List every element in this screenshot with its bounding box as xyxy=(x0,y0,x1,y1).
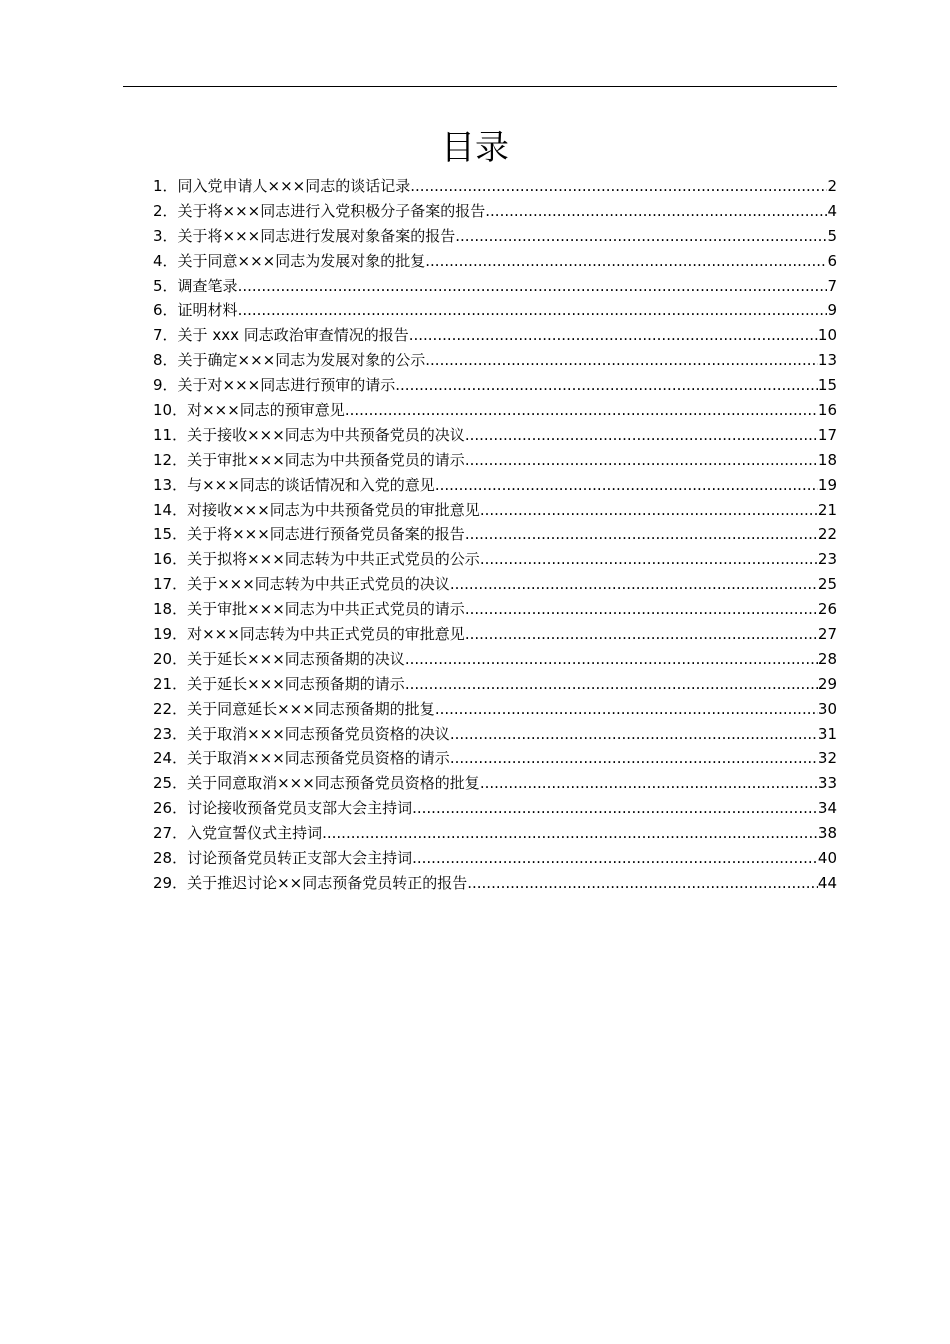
toc-number: 8． xyxy=(153,351,178,370)
toc-title: 关于 xxx 同志政治审查情况的报告 xyxy=(177,326,409,345)
toc-title: 讨论预备党员转正支部大会主持词 xyxy=(187,849,413,868)
toc-number: 4． xyxy=(153,251,178,270)
toc-title: 关于同意延长×××同志预备期的批复 xyxy=(187,699,435,718)
toc-leader xyxy=(465,423,818,448)
toc-page-number: 44 xyxy=(817,873,837,892)
toc-leader xyxy=(409,323,818,348)
toc-title: 关于将×××同志进行入党积极分子备案的报告 xyxy=(177,201,486,220)
toc-entry[interactable] xyxy=(153,597,837,622)
toc-entry[interactable] xyxy=(153,746,837,771)
toc-entry[interactable] xyxy=(153,522,837,547)
toc-title: 关于延长×××同志预备期的请示 xyxy=(187,674,405,693)
toc-leader xyxy=(425,249,827,274)
toc-leader xyxy=(480,498,818,523)
toc-title: 关于取消×××同志预备党员资格的请示 xyxy=(187,749,450,768)
toc-page-number: 28 xyxy=(817,649,837,668)
toc-entry[interactable] xyxy=(153,298,837,323)
toc-entry[interactable] xyxy=(153,199,837,224)
toc-title: 讨论接收预备党员支部大会主持词 xyxy=(187,799,413,818)
toc-leader xyxy=(465,522,818,547)
toc-entry[interactable] xyxy=(153,498,837,523)
toc-number: 25． xyxy=(153,774,188,793)
toc-number: 29． xyxy=(153,873,188,892)
toc-page-number: 29 xyxy=(817,674,837,693)
toc-number: 10． xyxy=(153,401,188,420)
toc-entry[interactable] xyxy=(153,473,837,498)
toc-page-number: 31 xyxy=(817,724,837,743)
toc-leader xyxy=(345,398,818,423)
toc-leader xyxy=(405,672,818,697)
toc-page-number: 38 xyxy=(817,824,837,843)
toc-entry[interactable] xyxy=(153,846,837,871)
toc-number: 2． xyxy=(153,201,178,220)
toc-page-number: 19 xyxy=(817,475,837,494)
toc-number: 17． xyxy=(153,575,188,594)
toc-entry[interactable] xyxy=(153,249,837,274)
toc-leader xyxy=(455,224,827,249)
table-of-contents xyxy=(153,174,837,896)
page-title: 目录 xyxy=(441,128,509,168)
toc-title: 关于同意×××同志为发展对象的批复 xyxy=(177,251,426,270)
toc-page-number: 27 xyxy=(817,625,837,644)
toc-leader xyxy=(425,348,818,373)
toc-title: 关于将×××同志进行发展对象备案的报告 xyxy=(177,226,456,245)
toc-page-number: 30 xyxy=(817,699,837,718)
toc-number: 11． xyxy=(153,425,188,444)
toc-title: 对×××同志的预审意见 xyxy=(187,401,345,420)
toc-title: 证明材料 xyxy=(177,301,238,320)
toc-page-number: 40 xyxy=(817,849,837,868)
toc-page-number: 13 xyxy=(817,351,837,370)
toc-page-number: 26 xyxy=(817,600,837,619)
toc-page-number: 21 xyxy=(817,500,837,519)
toc-entry[interactable] xyxy=(153,771,837,796)
toc-title: 关于取消×××同志预备党员资格的决议 xyxy=(187,724,450,743)
toc-number: 15． xyxy=(153,525,188,544)
toc-page-number: 5 xyxy=(827,226,837,245)
toc-leader xyxy=(485,199,827,224)
toc-entry[interactable] xyxy=(153,871,837,896)
toc-leader xyxy=(450,746,818,771)
toc-title: 关于将×××同志进行预备党员备案的报告 xyxy=(187,525,465,544)
toc-entry[interactable] xyxy=(153,697,837,722)
toc-page-number: 34 xyxy=(817,799,837,818)
toc-page-number: 2 xyxy=(827,177,837,195)
toc-entry[interactable] xyxy=(153,448,837,473)
toc-number: 27． xyxy=(153,824,188,843)
toc-entry[interactable] xyxy=(153,174,837,199)
toc-number: 13． xyxy=(153,475,188,494)
toc-entry[interactable] xyxy=(153,547,837,572)
toc-leader xyxy=(450,572,818,597)
toc-leader xyxy=(322,821,818,846)
toc-leader xyxy=(238,274,828,299)
toc-leader xyxy=(435,697,818,722)
toc-leader xyxy=(412,846,818,871)
toc-leader xyxy=(465,448,818,473)
toc-title: 入党宣誓仪式主持词 xyxy=(187,824,323,843)
toc-page-number: 32 xyxy=(817,749,837,768)
toc-entry[interactable] xyxy=(153,423,837,448)
toc-title: 关于拟将×××同志转为中共正式党员的公示 xyxy=(187,550,480,569)
toc-leader xyxy=(412,796,818,821)
toc-title: 对接收×××同志为中共预备党员的审批意见 xyxy=(187,500,480,519)
toc-title: 对×××同志转为中共正式党员的审批意见 xyxy=(187,625,465,644)
toc-title: 同入党申请人×××同志的谈话记录 xyxy=(177,177,411,195)
toc-page-number: 18 xyxy=(817,450,837,469)
toc-entry[interactable] xyxy=(153,647,837,672)
toc-title: 关于接收×××同志为中共预备党员的决议 xyxy=(187,425,465,444)
toc-number: 14． xyxy=(153,500,188,519)
toc-leader xyxy=(238,298,828,323)
toc-number: 22． xyxy=(153,699,188,718)
toc-leader xyxy=(480,547,818,572)
toc-leader xyxy=(465,622,818,647)
toc-page-number: 9 xyxy=(827,301,837,320)
toc-title: 关于确定×××同志为发展对象的公示 xyxy=(177,351,426,370)
toc-number: 26． xyxy=(153,799,188,818)
toc-number: 5． xyxy=(153,276,178,295)
toc-number: 6． xyxy=(153,301,178,320)
toc-entry[interactable] xyxy=(153,672,837,697)
toc-title: 关于审批×××同志为中共预备党员的请示 xyxy=(187,450,465,469)
toc-number: 18． xyxy=(153,600,188,619)
toc-entry[interactable] xyxy=(153,722,837,747)
toc-title: 关于×××同志转为中共正式党员的决议 xyxy=(187,575,450,594)
toc-title: 调查笔录 xyxy=(177,276,238,295)
toc-number: 1． xyxy=(153,177,178,195)
toc-page-number: 15 xyxy=(817,376,837,395)
toc-number: 20． xyxy=(153,649,188,668)
toc-number: 9． xyxy=(153,376,178,395)
toc-number: 28． xyxy=(153,849,188,868)
toc-entry[interactable] xyxy=(153,821,837,846)
toc-title: 关于同意取消×××同志预备党员资格的批复 xyxy=(187,774,480,793)
toc-page-number: 7 xyxy=(827,276,837,295)
toc-number: 7． xyxy=(153,326,178,345)
toc-number: 21． xyxy=(153,674,188,693)
toc-entry[interactable] xyxy=(153,398,837,423)
toc-leader xyxy=(450,722,818,747)
toc-leader xyxy=(405,647,818,672)
toc-number: 16． xyxy=(153,550,188,569)
toc-page-number: 23 xyxy=(817,550,837,569)
toc-leader xyxy=(480,771,818,796)
toc-entry[interactable] xyxy=(153,274,837,299)
toc-page-number: 16 xyxy=(817,401,837,420)
toc-entry[interactable] xyxy=(153,796,837,821)
toc-leader xyxy=(395,373,818,398)
toc-title: 关于延长×××同志预备期的决议 xyxy=(187,649,405,668)
toc-page-number: 6 xyxy=(827,251,837,270)
header-rule xyxy=(123,86,837,87)
toc-entry[interactable] xyxy=(153,373,837,398)
toc-number: 19． xyxy=(153,625,188,644)
toc-page-number: 17 xyxy=(817,425,837,444)
toc-entry[interactable] xyxy=(153,224,837,249)
toc-page-number: 10 xyxy=(817,326,837,345)
toc-entry[interactable] xyxy=(153,622,837,647)
toc-number: 24． xyxy=(153,749,188,768)
toc-leader xyxy=(435,473,818,498)
toc-page-number: 4 xyxy=(827,201,837,220)
toc-number: 12． xyxy=(153,450,188,469)
toc-title: 与×××同志的谈话情况和入党的意见 xyxy=(187,475,435,494)
toc-title: 关于推迟讨论××同志预备党员转正的报告 xyxy=(187,873,468,892)
toc-entry[interactable] xyxy=(153,572,837,597)
toc-title: 关于审批×××同志为中共正式党员的请示 xyxy=(187,600,465,619)
toc-page-number: 22 xyxy=(817,525,837,544)
toc-leader xyxy=(467,871,818,896)
toc-number: 3． xyxy=(153,226,178,245)
toc-leader xyxy=(465,597,818,622)
toc-page-number: 33 xyxy=(817,774,837,793)
toc-title: 关于对×××同志进行预审的请示 xyxy=(177,376,396,395)
toc-leader xyxy=(410,174,827,199)
toc-page-number: 25 xyxy=(817,575,837,594)
toc-entry[interactable] xyxy=(153,348,837,373)
toc-entry[interactable] xyxy=(153,323,837,348)
toc-number: 23． xyxy=(153,724,188,743)
